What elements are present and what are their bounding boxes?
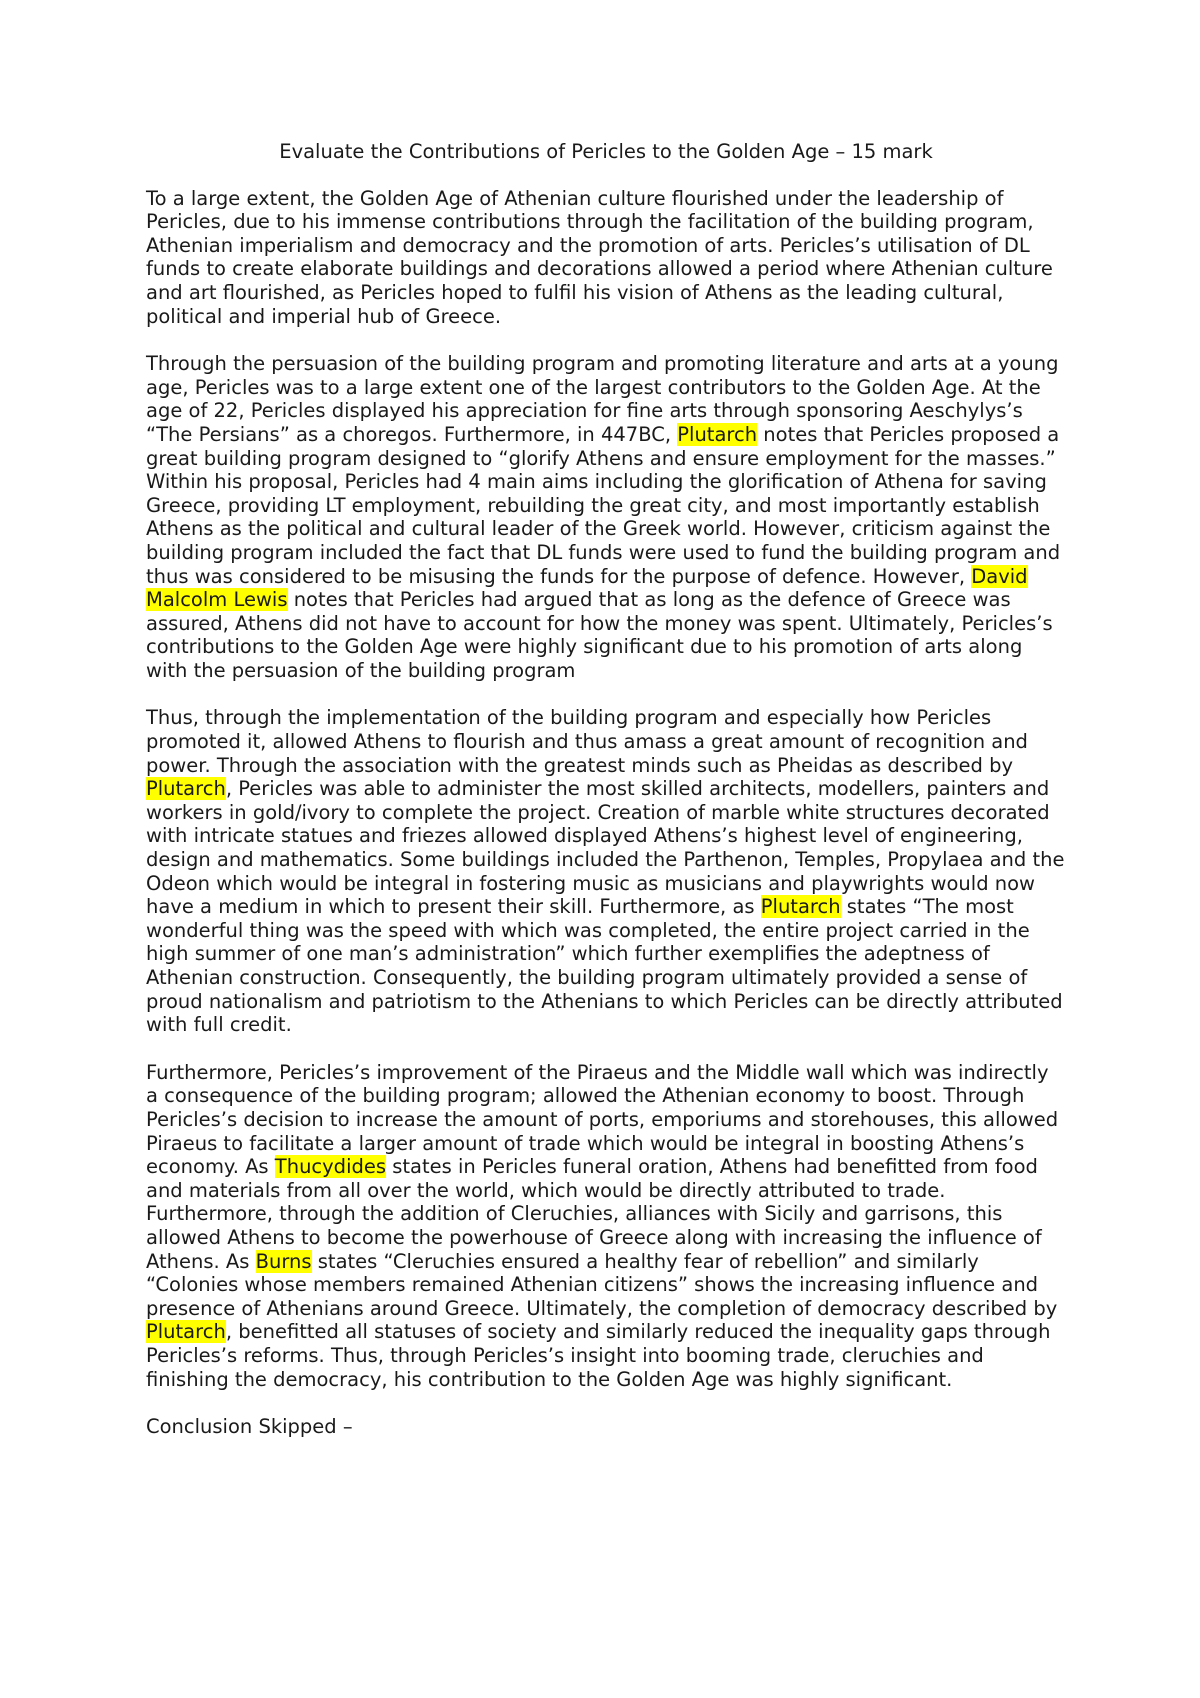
paragraph-text: , Pericles was able to administer the most skilled architects, modellers, painters and workers in gold/ivory to complete the project. Creation of marble white structures decorated with intricate statues and friezes allowed displayed Athens’s highest level of engineering, design and mathematics. Some buildings included the Parthenon, Temples, Propylaea and the Odeon which would be integral in fostering music as musicians and playwrights would now have a medium in which to present their skill. Furthermore, as	[146, 777, 1065, 919]
paragraph	[146, 706, 1066, 1036]
paragraph	[146, 1415, 1066, 1439]
paragraph	[146, 187, 1066, 329]
paragraph-text: , benefitted all statuses of society and similarly reduced the inequality gaps through Pericles’s reforms. Thus, through Pericles’s insight into booming trade, cleruchies and finishing the democracy, his contribution to the Golden Age was highly significant.	[146, 1320, 1051, 1391]
highlighted-source-name: Plutarch	[760, 895, 841, 919]
paragraph-text: To a large extent, the Golden Age of Athenian culture flourished under the leadership of Pericles, due to his immense contributions through the facilitation of the building program, Athenian imperialism and democracy and the promotion of arts. Pericles’s utilisation of DL funds to create elaborate buildings and decorations allowed a period where Athenian culture and art flourished, as Pericles hoped to fulfil his vision of Athens as the leading cultural, political and imperial hub of Greece.	[146, 186, 1053, 328]
paragraph	[146, 1061, 1066, 1391]
paragraph-text: states in Pericles funeral oration, Athens had benefitted from food and materials from all over the world, which would be directly attributed to trade. Furthermore, through the addition of Cleruchies, alliances with Sicily and garrisons, this allowed Athens to become the powerhouse of Greece along with increasing the influence of Athens. As	[146, 1155, 1042, 1273]
paragraph-text: notes that Pericles proposed a great building program designed to “glorify Athens and ensure employment for the masses.” Within his proposal, Pericles had 4 main aims including the glorification of Athena for saving Greece, providing LT employment, rebuilding the great city, and most importantly establish Athens as the political and cultural leader of the Greek world. However, criticism against the building program included the fact that DL funds were used to fund the building program and thus was considered to be misusing the funds for the purpose of defence. However,	[146, 422, 1061, 588]
highlighted-source-name: David Malcolm Lewis	[146, 564, 1028, 612]
highlighted-source-name: Plutarch	[146, 777, 226, 801]
highlighted-source-name: Thucydides	[274, 1155, 387, 1179]
highlighted-source-name: Plutarch	[146, 1320, 226, 1344]
paragraph-text: states “Cleruchies ensured a healthy fear of rebellion” and similarly “Colonies whose members remained Athenian citizens” shows the increasing influence and presence of Athenians around Greece. Ultimately, the completion of democracy described by	[146, 1249, 1058, 1320]
paragraph-list	[146, 187, 1066, 1439]
highlighted-source-name: Plutarch	[677, 422, 758, 446]
document-title: Evaluate the Contributions of Pericles to the Golden Age – 15 mark	[279, 140, 933, 163]
paragraph-text: Through the persuasion of the building program and promoting literature and arts at a young age, Pericles was to a large extent one of the largest contributors to the Golden Age. At the age of 22, Pericles displayed his appreciation for fine arts through sponsoring Aeschylys’s “The Persians” as a choregos. Furthermore, in 447BC,	[146, 352, 1059, 446]
paragraph-text: Furthermore, Pericles’s improvement of the Piraeus and the Middle wall which was indirectly a consequence of the building program; allowed the Athenian economy to boost. Through Pericles’s decision to increase the amount of ports, emporiums and storehouses, this allowed Piraeus to facilitate a larger amount of trade which would be integral in boosting Athens’s economy. As	[146, 1060, 1059, 1179]
paragraph-text: Conclusion Skipped –	[146, 1415, 353, 1439]
paragraph-text: Thus, through the implementation of the building program and especially how Pericles promoted it, allowed Athens to flourish and thus amass a great amount of recognition and power. Through the association with the greatest minds such as Pheidas as described by	[146, 706, 1028, 777]
paragraph	[146, 352, 1066, 682]
highlighted-source-name: Burns	[255, 1249, 312, 1273]
paragraph-text: states “The most wonderful thing was the speed with which was completed, the entire project carried in the high summer of one man’s administration” which further exemplifies the adeptness of Athenian construction. Consequently, the building program ultimately provided a sense of proud nationalism and patriotism to the Athenians to which Pericles can be directly attributed with full credit.	[146, 895, 1063, 1037]
document-body	[146, 140, 1066, 1463]
paragraph-text: notes that Pericles had argued that as long as the defence of Greece was assured, Athens did not have to account for how the money was spent. Ultimately, Pericles’s contributions to the Golden Age were highly significant due to his promotion of arts along with the persuasion of the building program	[146, 588, 1053, 682]
